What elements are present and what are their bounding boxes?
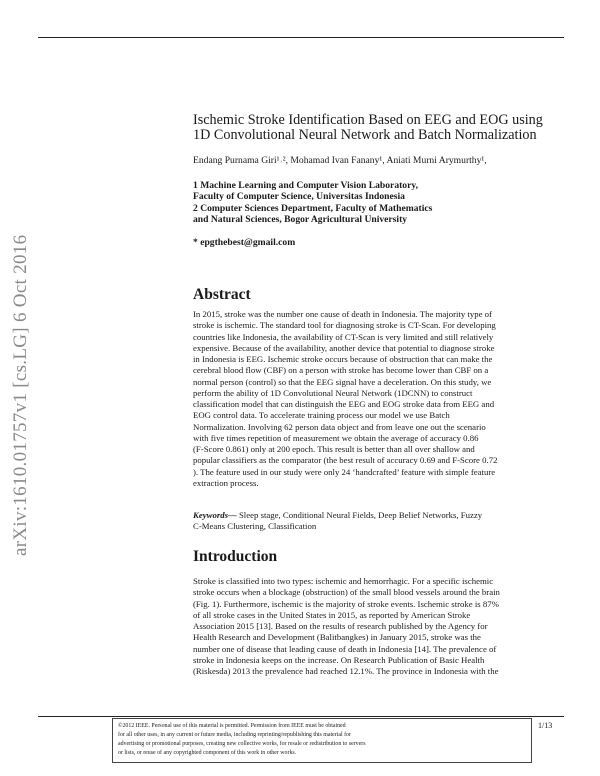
abstract-line: normal person (control) so that the EEG signal have a deceleration. On this study, we [193,376,492,387]
keywords [193,510,482,533]
keywords-line: C-Means Clustering, Classification [193,521,317,532]
introduction-heading: Introduction [193,548,278,565]
author-list: Endang Purnama Giri¹˒², Mohamad Ivan Fanany¹, Aniati Murni Arymurthy¹, [193,155,487,166]
abstract-line: cerebral blood flow (CBF) on a person with stroke has become lower than CBF on a [193,365,489,376]
affiliations [193,180,432,225]
keywords-line [193,510,482,521]
abstract-line: classification model that can distinguish the EEG and EOG stroke data from EEG and [193,399,495,409]
abstract-line: extraction process. [193,477,259,488]
abstract-line: stroke is ischemic. The standard tool for diagnosing stroke is CT-Scan. For developing [193,320,496,331]
abstract-line: Normalization. Involving 62 person data object and from leave one out the scenario [193,421,486,432]
abstract-line: popular classifiers as the comparator (the best result of accuracy 0.69 and F-Score 0.72 [193,455,498,466]
abstract-line: In 2015, stroke was the number one cause of death in Indonesia. The majority type of [193,309,492,319]
copyright-line: advertising or promotional purposes, creating new collective works, for resale or redistribution to servers [118,741,366,747]
intro-line: stroke in Indonesia keeps on the increase. On Research Publication of Basic Health [193,654,485,665]
intro-line: Stroke is classified into two types: ischemic and hemorrhagic. For a specific ischemic [193,576,494,586]
abstract-line: perform the ability of 1D Convolutional Neural Network (1DCNN) to construct [193,387,473,398]
affiliation-line: Faculty of Computer Science, Universitas Indonesia [193,191,405,203]
keywords-label: Keywords— [193,510,237,520]
intro-line: Association 2015 [13]. Based on the results of research published by the Agency for [193,621,488,631]
copyright-line: for all other uses, in any current or future media, including reprinting/republishing this material for [118,732,351,738]
affiliation-line: 2 Computer Sciences Department, Faculty of Mathematics [193,202,433,214]
abstract-line: expensive. Because of the availability, another device that potential to diagnose stroke [193,342,495,353]
copyright-line: ©2012 IEEE. Personal use of this material is permitted. Permission from IEEE must be obtained [118,723,346,729]
intro-line: stroke occurs when a blockage (obstruction) of the small blood vessels around the brain [193,587,500,598]
copyright-notice [112,718,532,763]
copyright-line: or lists, or reuse of any copyrighted component of this work in other works. [118,750,297,756]
intro-line: of all stroke cases in the United States in 2015, as reported by American Stroke [193,609,471,620]
abstract-line: in Indonesia is EEG. Ischemic stroke occurs because of obstruction that can make the [193,354,493,364]
intro-line: number one of disease that leading cause of death in Indonesia [14]. The prevalence of [193,643,497,654]
intro-line: (Riskesda) 2013 the prevalence had reached 12.1%. The province in Indonesia with the [193,666,499,676]
corresponding-email[interactable]: * epgthebest@gmail.com [193,237,296,248]
keywords-text: Sleep stage, Conditional Neural Fields, Deep Belief Networks, Fuzzy [236,510,483,520]
abstract-line: (F-Score 0.861) only at 200 epoch. This result is better than all over shallow and [193,444,475,454]
title-line: 1D Convolutional Neural Network and Batch Normalization [193,127,537,143]
footer-rule [38,716,564,717]
affiliation-line: 1 Machine Learning and Computer Vision Laboratory, [193,180,419,191]
arxiv-identifier[interactable]: arXiv:1610.01757v1 [cs.LG] 6 Oct 2016 [10,234,31,556]
header-rule [38,37,564,38]
abstract-line: with five times repetition of measurement we obtain the average of accuracy 0.86 [193,432,479,443]
abstract-heading: Abstract [193,286,251,303]
affiliation-line: and Natural Sciences, Bogor Agricultural University [193,213,408,225]
abstract-line: ). The feature used in our study were only 24 ‘handcrafted’ feature with simple feature [193,466,496,477]
abstract-text [193,309,573,489]
page-number: 1/13 [538,721,553,730]
introduction-text [193,576,573,677]
title-line: Ischemic Stroke Identification Based on EEG and EOG using [193,112,543,128]
abstract-line: EOG control data. To accelerate training process our model we use Batch [193,410,450,421]
intro-line: Health Research and Development (Balitbangkes) in January 2015, stroke was the [193,632,481,643]
paper-title [193,113,573,143]
abstract-line: countries like Indonesia, the availability of CT-Scan is very limited and still relatively [193,331,494,342]
intro-line: (Fig. 1). Furthermore, ischemic is the majority of stroke events. Ischemic stroke is 87% [193,598,499,609]
